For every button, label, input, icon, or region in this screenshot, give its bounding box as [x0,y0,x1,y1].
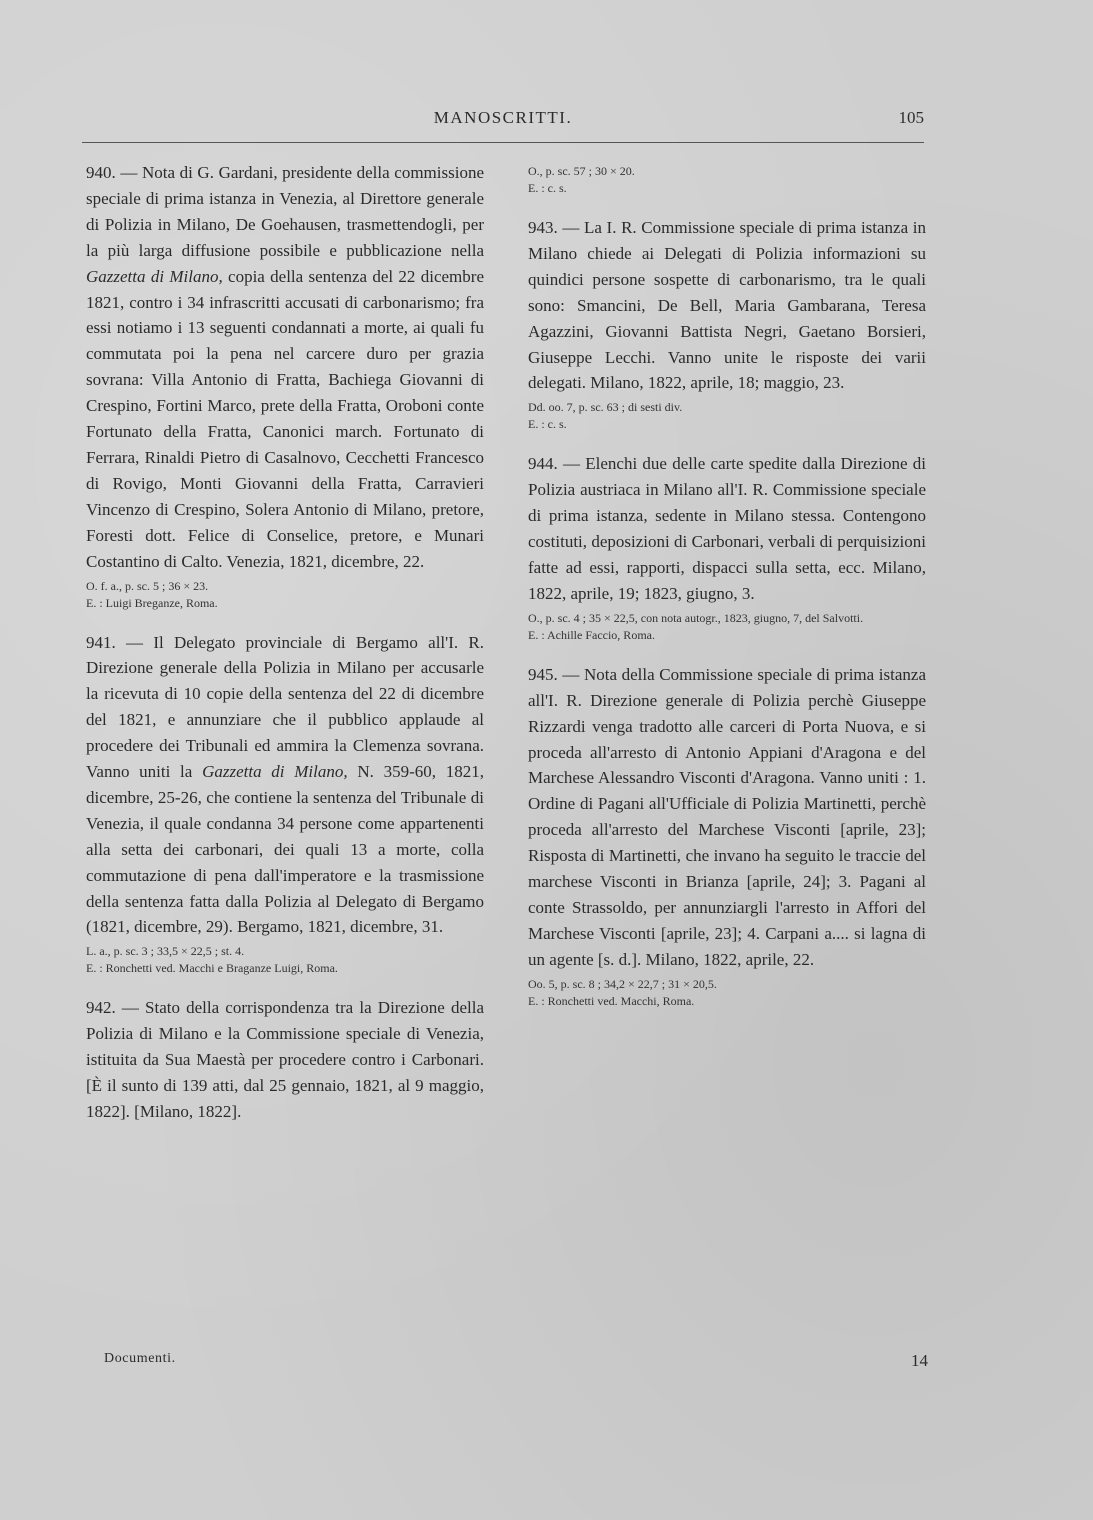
entry-text: 945. — Nota della Commissione speciale di prima istanza all'I. R. Direzione generale di Polizia perchè Giuseppe Rizzardi venga tradotto alle carceri di Porta Nuova, e si proceda all'arresto di Antonio Appiani d'Aragona e del Marchese Alessandro Visconti d'Aragona. Vanno uniti : 1. Ordine di Pagani all'Ufficiale di Polizia Martinetti, perchè proceda all'arresto del Marchese Visconti [aprile, 23]; Risposta di Martinetti, che invano ha seguito le traccie del marchese Visconti in Brianza [aprile, 24]; 3. Pagani al conte Strassoldo, per annunziargli l'arresto in Affori del Marchese Visconti [aprile, 23]; 4. Carpani a.... si lagna di un agente [s. d.]. Milano, 1822, aprile, 22. [528,664,926,969]
entry-945 [528,662,926,1010]
page-footer [86,1351,928,1375]
entry-941 [86,630,484,978]
entry-number: 940. [86,163,116,182]
signature-mark: Documenti. [104,1351,176,1366]
entry-number: 945. [528,664,558,684]
entry-note: O., p. sc. 4 ; 35 × 22,5, con nota autogr., 1823, giugno, 7, del Salvotti. E. : Achille Faccio, Roma. [528,610,864,642]
entry-text: 944. — Elenchi due delle carte spedite dalla Direzione di Polizia austriaca in Milano all'I. R. Commissione speciale di prima istanza, sedente in Milano stessa. Contengono costituti, deposizioni di Carbonari, verbali di perquisizioni fatte ad essi, rapporti, dispacci sulla setta, ecc. Milano, 1822, aprile, 19; 1823, giugno, 3. [528,454,926,603]
entry-text: 943. — La I. R. Commissione speciale di prima istanza in Milano chiede ai Delegati di Polizia informazioni su quindici persone sospette di carbonarismo, tra le quali sono: Smancini, De Bell, Maria Gambarana, Teresa Agazzini, Giovanni Battista Negri, Gaetano Borsieri, Giuseppe Lecchi. Vanno unite le risposte dei varii delegati. Milano, 1822, aprile, 18; maggio, 23. [528,218,926,393]
signature-number: 14 [911,1351,928,1370]
entry-940 [86,160,484,612]
entry-942-notes [528,163,926,197]
entry-note: O., p. sc. 57 ; 30 × 20. E. : c. s. [528,164,635,195]
entry-number: 944. [528,454,558,474]
italic-title: Gazzetta di Milano, [86,266,223,286]
header-rule [82,142,924,143]
italic-title: Gazzetta di Milano, [202,762,348,782]
entry-note: Dd. oo. 7, p. sc. 63 ; di sesti div. E. : c. s. [528,400,683,432]
right-column [528,160,926,1010]
page-number: 105 [898,108,924,127]
entry-text: 940. — Nota di G. Gardani, presidente della commissione speciale di prima istanza in Venezia, al Direttore generale di Polizia in Milano, De Goehausen, trasmettendogli, per la più larga diffusione possibile e pubblicazione nella Gazzetta di Milano, copia della sentenza del 22 dicembre 1821, contro i 34 infrascritti accusati di carbonarismo; fra essi notiamo i 13 seguenti condannati a morte, ai quali fu commutata poi la pena nel carcere duro per grazia sovrana: Villa Antonio di Fratta, Bachiega Giovanni di Crespino, Fortini Marco, prete della Fratta, Oroboni conte Fortunato della Fratta, Canonici march. Fortunato di Ferrara, Rinaldi Pietro di Casalnovo, Cecchetti Francesco di Rovigo, Monti Giovanni della Fratta, Carravieri Vincenzo di Crespino, Solera Antonio di Milano, pretore, Foresti dott. Felice di Conselice, pretore, e Munari Costantino di Calto. Venezia, 1821, dicembre, 22. [86,163,484,571]
entry-number: 943. [528,218,558,237]
entry-944 [528,451,926,643]
entry-number: 941. [86,632,116,652]
entry-number: 942. [86,998,116,1018]
entry-943 [528,215,926,433]
running-title: MANOSCRITTI. [433,108,573,127]
entry-note: L. a., p. sc. 3 ; 33,5 × 22,5 ; st. 4. E. : Ronchetti ved. Macchi e Braganze Luigi, Roma. [86,944,338,976]
entry-text: 941. — Il Delegato provinciale di Bergamo all'I. R. Direzione generale della Polizia in Milano per accusarle la ricevuta di 10 copie della sentenza del 22 di dicembre del 1821, e annunziare che il pubblico applaude al procedere dei Tribunali ed ammira la Clemenza sovrana. Vanno uniti la Gazzetta di Milano, N. 359-60, 1821, dicembre, 25-26, che contiene la sentenza del Tribunale di Venezia, il quale condanna 34 persone come appartenenti alla setta dei carbonari, dei quali 13 a morte, colla commutazione di pena dall'imperatore e la trasmissione della sentenza fatta dalla Polizia al Delegato di Bergamo (1821, dicembre, 29). Bergamo, 1821, dicembre, 31. [86,632,484,937]
entry-note: O. f. a., p. sc. 5 ; 36 × 23. E. : Luigi Breganze, Roma. [86,578,218,610]
entry-note: Oo. 5, p. sc. 8 ; 34,2 × 22,7 ; 31 × 20,5. E. : Ronchetti ved. Macchi, Roma. [528,976,717,1008]
left-column [86,160,484,1125]
entry-942 [86,995,484,1125]
entry-text: 942. — Stato della corrispondenza tra la Direzione della Polizia di Milano e la Commissione speciale di Venezia, istituita da Sua Maestà per procedere contro i Carbonari. [È il sunto di 139 atti, dal 25 gennaio, 1821, al 9 maggio, 1822]. [Milano, 1822]. [86,998,484,1121]
running-header [82,108,924,138]
